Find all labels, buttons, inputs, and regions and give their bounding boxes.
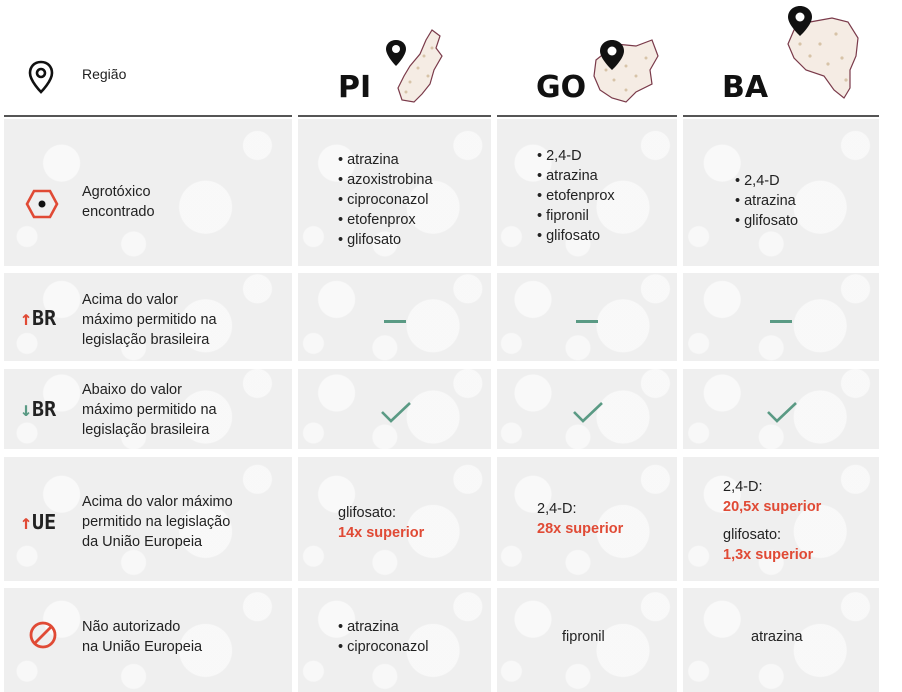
arrow-down-icon: ↓ — [20, 397, 33, 421]
list-item: • glifosato — [338, 230, 433, 250]
above-eu-ba-name-2: glifosato: — [723, 527, 782, 543]
check-icon-pi — [380, 400, 412, 424]
not-authorized-pi-list — [338, 617, 429, 657]
row-above-eu-label-line1: Acima do valor máximo — [82, 494, 233, 510]
row-not-authorized-label-line2: na União Europeia — [82, 639, 203, 655]
region-label: Região — [82, 66, 127, 82]
above-eu-mark — [20, 510, 56, 534]
row-above-br-go-cell — [497, 273, 677, 361]
ba-map-icon — [780, 4, 864, 104]
row-pesticides-label-line2: encontrado — [82, 204, 155, 220]
list-item: • ciproconazol — [338, 190, 433, 210]
not-authorized-go: fipronil — [562, 629, 605, 645]
list-item: • atrazina — [338, 617, 429, 637]
above-eu-ba-name-1: 2,4-D: — [723, 479, 763, 495]
header-rule-go — [497, 115, 677, 117]
list-item: • atrazina — [537, 166, 615, 186]
above-eu-go-name: 2,4-D: — [537, 501, 577, 517]
list-item: • atrazina — [735, 191, 798, 211]
list-item: • azoxistrobina — [338, 170, 433, 190]
header-rule-ba — [683, 115, 879, 117]
dash-icon-pi — [384, 320, 406, 323]
state-code-go: GO — [536, 70, 587, 105]
arrow-up-icon: ↑ — [20, 306, 33, 330]
not-authorized-ba: atrazina — [751, 629, 803, 645]
above-eu-pi-value: 14x superior — [338, 525, 425, 541]
list-item: • glifosato — [537, 226, 615, 246]
above-eu-pi-name: glifosato: — [338, 505, 397, 521]
row-above-br-pi-cell — [298, 273, 491, 361]
above-eu-ba-value-2: 1,3x superior — [723, 547, 814, 563]
row-above-br-label-line2: máximo permitido na — [82, 312, 217, 328]
dash-icon-ba — [770, 320, 792, 323]
header-rule-label — [4, 115, 292, 117]
list-item: • etofenprox — [537, 186, 615, 206]
list-item: • 2,4-D — [537, 146, 615, 166]
row-not-authorized-label-line1: Não autorizado — [82, 619, 181, 635]
br-code: BR — [32, 306, 57, 330]
location-pin-icon — [28, 60, 54, 94]
state-code-ba: BA — [722, 70, 769, 105]
list-item: • atrazina — [338, 150, 433, 170]
pesticides-ba-list — [735, 171, 798, 231]
prohibited-icon — [28, 620, 58, 650]
above-eu-go-value: 28x superior — [537, 521, 624, 537]
pi-map-icon — [380, 26, 450, 106]
above-eu-ba-value-1: 20,5x superior — [723, 499, 822, 515]
row-above-br-label-line3: legislação brasileira — [82, 332, 210, 348]
row-pesticides-label-line1: Agrotóxico — [82, 184, 151, 200]
pesticides-go-list — [537, 146, 615, 246]
row-above-br-ba-cell — [683, 273, 879, 361]
ue-code: UE — [32, 510, 57, 534]
above-br-mark — [20, 306, 56, 330]
check-icon-ba — [766, 400, 798, 424]
row-below-br-label-line2: máximo permitido na — [82, 402, 217, 418]
go-map-icon — [586, 36, 662, 106]
list-item: • etofenprox — [338, 210, 433, 230]
arrow-up-icon: ↑ — [20, 510, 33, 534]
pesticides-pi-list — [338, 150, 433, 250]
row-below-br-label-line1: Abaixo do valor — [82, 382, 182, 398]
list-item: • 2,4-D — [735, 171, 798, 191]
row-below-br-label-line3: legislação brasileira — [82, 422, 210, 438]
below-br-mark — [20, 397, 56, 421]
state-code-pi: PI — [338, 70, 372, 105]
row-above-br-label-line1: Acima do valor — [82, 292, 178, 308]
list-item: • ciproconazol — [338, 637, 429, 657]
list-item: • fipronil — [537, 206, 615, 226]
check-icon-go — [572, 400, 604, 424]
header-rule-pi — [298, 115, 491, 117]
row-above-eu-label-line3: da União Europeia — [82, 534, 203, 550]
row-above-eu-label-line2: permitido na legislação — [82, 514, 231, 530]
dash-icon-go — [576, 320, 598, 323]
hexagon-dot-icon — [25, 189, 59, 219]
br-code: BR — [32, 397, 57, 421]
list-item: • glifosato — [735, 211, 798, 231]
